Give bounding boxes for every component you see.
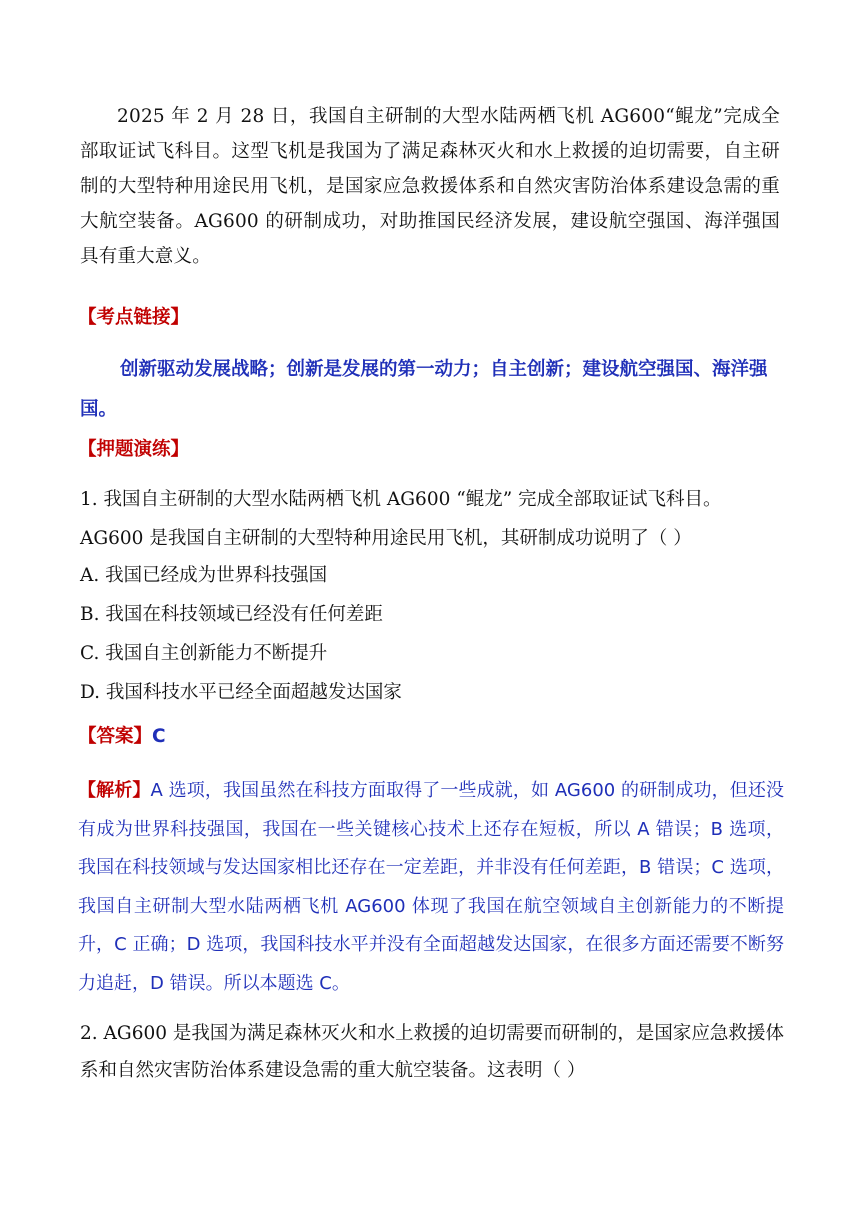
answer-label: 【答案】 <box>78 726 153 747</box>
intro-paragraph: 2025 年 2 月 28 日，我国自主研制的大型水陆两栖飞机 AG600“鲲龙”完成全部取证试飞科目。这型飞机是我国为了满足森林灭火和水上救援的迫切需要，自主研制的大型特种用途民用飞机，是国家应急救援体系和自然灾害防治体系建设急需的重大航空装备。AG600 的研制成功，对助推国民经济发展，建设航空强国、海洋强国具有重大意义。 <box>80 106 780 267</box>
kaodian-link-text: 创新驱动发展战略；创新是发展的第一动力；自主创新；建设航空强国、海洋强国。 <box>80 359 768 420</box>
analysis-text: A 选项，我国虽然在科技方面取得了一些成就，如 AG600 的研制成功，但还没有成为世界科技强国，我国在一些关键核心技术上还存在短板，所以 A 错误；B 选项，我国在科技领域与发达国家相比还存在一定差距，并非没有任何差距，B 错误；C 选项，我国自主研制大型水陆两栖飞机 AG600 体现了我国在航空领域自主创新能力的不断提升，C 正确；D 选项，我国科技水平并没有全面超越发达国家，在很多方面还需要不断努力追赶，D 错误。所以本题选 C。 <box>78 780 784 994</box>
question-1-option-d: D. 我国科技水平已经全面超越发达国家 <box>80 682 402 703</box>
heading-practice: 【押题演练】 <box>78 439 190 460</box>
answer-value: C <box>152 726 166 747</box>
question-1-answer <box>78 722 166 752</box>
question-1-analysis <box>78 772 784 1003</box>
question-1-option-a: A. 我国已经成为世界科技强国 <box>80 565 328 586</box>
question-1-option-b: B. 我国在科技领域已经没有任何差距 <box>80 604 383 625</box>
heading-kaodian-link: 【考点链接】 <box>78 307 190 328</box>
question-2-stem: 2. AG600 是我国为满足森林灭火和水上救援的迫切需要而研制的，是国家应急救援体系和自然灾害防治体系建设急需的重大航空装备。这表明（ ） <box>80 1023 784 1081</box>
question-1-option-c: C. 我国自主创新能力不断提升 <box>80 643 328 664</box>
question-1-stem: 1. 我国自主研制的大型水陆两栖飞机 AG600 “鲲龙” 完成全部取证试飞科目。AG600 是我国自主研制的大型特种用途民用飞机，其研制成功说明了（ ） <box>80 489 722 549</box>
analysis-label: 【解析】 <box>78 780 151 801</box>
